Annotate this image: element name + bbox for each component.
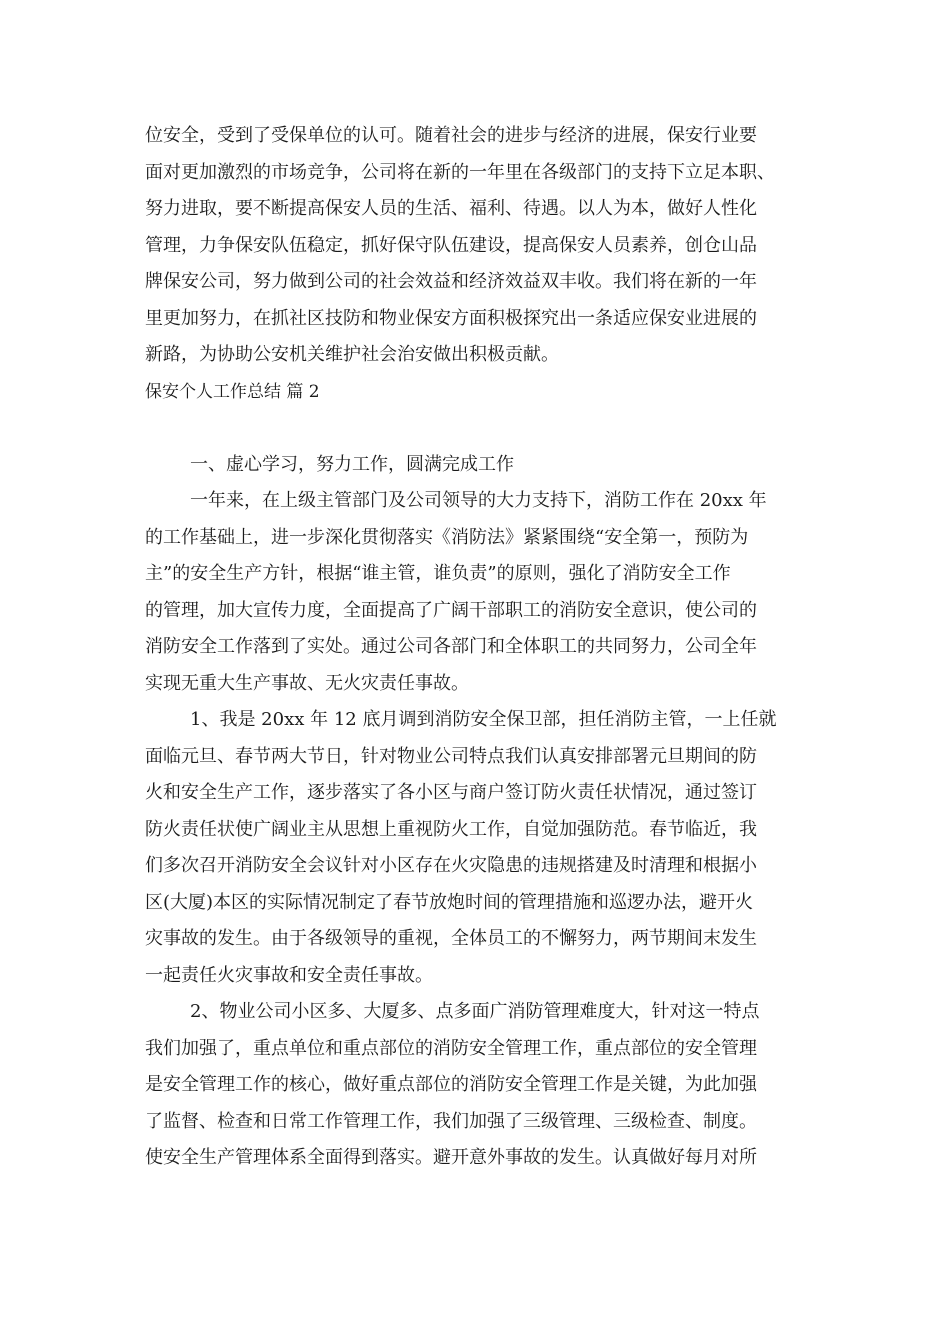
text-line: 们多次召开消防安全会议针对小区存在火灾隐患的违规搭建及时清理和根据小 bbox=[145, 855, 757, 876]
section-title: 保安个人工作总结 篇 2 bbox=[145, 381, 320, 402]
text-line: 防火责任状使广阔业主从思想上重视防火工作，自觉加强防范。春节临近，我 bbox=[145, 818, 757, 840]
paragraph-1 bbox=[145, 483, 810, 702]
blank-line bbox=[145, 410, 810, 447]
text-line: 位安全，受到了受保单位的认可。随着社会的进步与经济的进展，保安行业要 bbox=[145, 125, 757, 146]
text-line: 一年来，在上级主管部门及公司领导的大力支持下，消防工作在 20xx 年 bbox=[190, 490, 767, 511]
text-line: 使安全生产管理体系全面得到落实。避开意外事故的发生。认真做好每月对所 bbox=[145, 1147, 757, 1168]
text-line: 的工作基础上，进一步深化贯彻落实《消防法》紧紧围绕“安全第一，预防为 bbox=[145, 526, 749, 548]
text-line: 一起责任火灾事故和安全责任事故。 bbox=[145, 964, 433, 986]
text-line: 管理，力争保安队伍稳定，抓好保守队伍建设，提高保安人员素养，创仓山品 bbox=[145, 234, 757, 256]
text-line: 实现无重大生产事故、无火灾责任事故。 bbox=[145, 672, 469, 694]
text-line: 主”的安全生产方针，根据“谁主管，谁负责”的原则，强化了消防安全工作 bbox=[145, 563, 731, 584]
text-line: 里更加努力，在抓社区技防和物业保安方面积极探究出一条适应保安业进展的 bbox=[145, 307, 757, 329]
text-line: 新路，为协助公安机关维护社会治安做出积极贡献。 bbox=[145, 344, 559, 365]
text-line: 灾事故的发生。由于各级领导的重视，全体员工的不懈努力，两节期间末发生 bbox=[145, 928, 757, 949]
text-line: 是安全管理工作的核心，做好重点部位的消防安全管理工作是关键，为此加强 bbox=[145, 1074, 757, 1095]
text-line: 区(大厦)本区的实际情况制定了春节放炮时间的管理措施和巡逻办法，避开火 bbox=[145, 891, 754, 913]
paragraph-2 bbox=[145, 702, 810, 994]
text-line: 消防安全工作落到了实处。通过公司各部门和全体职工的共同努力，公司全年 bbox=[145, 636, 757, 657]
text-line: 2、物业公司小区多、大厦多、点多面广消防管理难度大，针对这一特点 bbox=[190, 1001, 760, 1022]
intro-paragraph bbox=[145, 118, 810, 374]
text-line: 火和安全生产工作，逐步落实了各小区与商户签订防火责任状情况，通过签订 bbox=[145, 782, 757, 803]
text-line: 我们加强了，重点单位和重点部位的消防安全管理工作，重点部位的安全管理 bbox=[145, 1037, 757, 1059]
text-line: 的管理，加大宣传力度，全面提高了广阔干部职工的消防安全意识，使公司的 bbox=[145, 599, 757, 621]
text-line: 1、我是 20xx 年 12 底月调到消防安全保卫部，担任消防主管，一上任就 bbox=[190, 709, 777, 730]
document-body bbox=[145, 118, 810, 1177]
paragraph-3 bbox=[145, 994, 810, 1177]
text-line: 面对更加激烈的市场竞争，公司将在新的一年里在各级部门的支持下立足本职、 bbox=[145, 161, 775, 183]
text-line: 牌保安公司，努力做到公司的社会效益和经济效益双丰收。我们将在新的一年 bbox=[145, 271, 757, 292]
text-line: 努力进取，要不断提高保安人员的生活、福利、待遇。以人为本，做好人性化 bbox=[145, 198, 757, 219]
text-line: 面临元旦、春节两大节日，针对物业公司特点我们认真安排部署元旦期间的防 bbox=[145, 745, 757, 767]
subheading: 一、虚心学习，努力工作，圆满完成工作 bbox=[190, 453, 514, 475]
text-line: 了监督、检查和日常工作管理工作，我们加强了三级管理、三级检查、制度。 bbox=[145, 1110, 757, 1132]
